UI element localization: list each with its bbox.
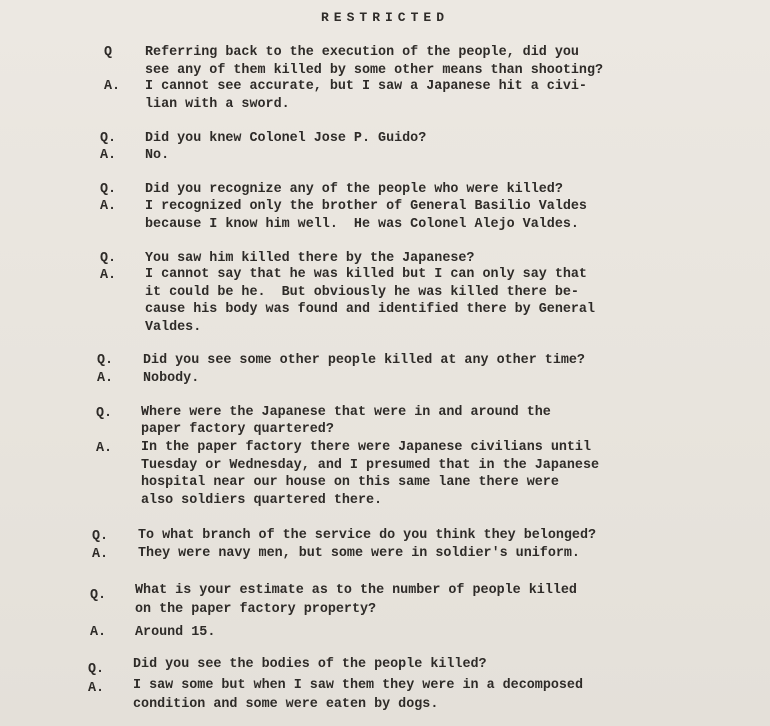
question-line: Referring back to the execution of the people, did you xyxy=(145,45,579,60)
answer-line: In the paper factory there were Japanese civilians until xyxy=(141,440,591,455)
question-line: You saw him killed there by the Japanese? xyxy=(145,251,475,266)
question-marker: Q. xyxy=(100,251,117,266)
answer-line: lian with a sword. xyxy=(145,97,290,112)
question-line: see any of them killed by some other means than shooting? xyxy=(145,63,604,78)
answer-marker: A. xyxy=(100,199,117,214)
question-line: on the paper factory property? xyxy=(135,602,377,617)
answer-line: I saw some but when I saw them they were in a decomposed xyxy=(133,678,583,693)
question-line: Did you recognize any of the people who were killed? xyxy=(145,182,563,197)
answer-line: also soldiers quartered there. xyxy=(141,493,383,508)
question-marker: Q. xyxy=(97,353,114,368)
question-line: What is your estimate as to the number of people killed xyxy=(135,583,577,598)
question-marker: Q. xyxy=(96,406,113,421)
answer-line: hospital near our house on this same lane there were xyxy=(141,475,559,490)
answer-line: No. xyxy=(145,148,170,163)
question-marker: Q. xyxy=(88,662,105,677)
answer-line: because I know him well. He was Colonel Alejo Valdes. xyxy=(145,217,579,232)
answer-line: Valdes. xyxy=(145,320,202,335)
question-marker: Q. xyxy=(100,182,117,197)
question-line: Did you see some other people killed at any other time? xyxy=(143,353,585,368)
question-line: Where were the Japanese that were in and around the xyxy=(141,405,551,420)
restricted-header: RESTRICTED xyxy=(320,10,449,25)
question-marker: Q. xyxy=(100,131,117,146)
question-line: Did you knew Colonel Jose P. Guido? xyxy=(145,131,427,146)
answer-line: Nobody. xyxy=(143,371,200,386)
question-marker: Q. xyxy=(90,588,107,603)
answer-marker: A. xyxy=(96,441,113,456)
answer-line: Around 15. xyxy=(135,625,216,640)
answer-line: I cannot see accurate, but I saw a Japanese hit a civi- xyxy=(145,79,587,94)
answer-line: I recognized only the brother of General Basilio Valdes xyxy=(145,199,587,214)
question-marker: Q. xyxy=(92,529,109,544)
answer-marker: A. xyxy=(100,148,117,163)
question-line: Did you see the bodies of the people killed? xyxy=(133,657,487,672)
answer-line: Tuesday or Wednesday, and I presumed that in the Japanese xyxy=(141,458,600,473)
answer-marker: A. xyxy=(92,547,109,562)
answer-line: it could be he. But obviously he was killed there be- xyxy=(145,285,579,300)
answer-marker: A. xyxy=(100,268,117,283)
answer-line: condition and some were eaten by dogs. xyxy=(133,697,439,712)
answer-marker: A. xyxy=(97,371,114,386)
question-line: To what branch of the service do you think they belonged? xyxy=(138,528,597,543)
answer-marker: A. xyxy=(104,79,121,94)
question-marker: Q xyxy=(104,45,113,60)
answer-line: cause his body was found and identified there by General xyxy=(145,302,595,317)
answer-line: They were navy men, but some were in soldier's uniform. xyxy=(138,546,580,561)
answer-marker: A. xyxy=(90,625,107,640)
answer-marker: A. xyxy=(88,681,105,696)
question-line: paper factory quartered? xyxy=(141,422,334,437)
answer-line: I cannot say that he was killed but I can only say that xyxy=(145,267,587,282)
